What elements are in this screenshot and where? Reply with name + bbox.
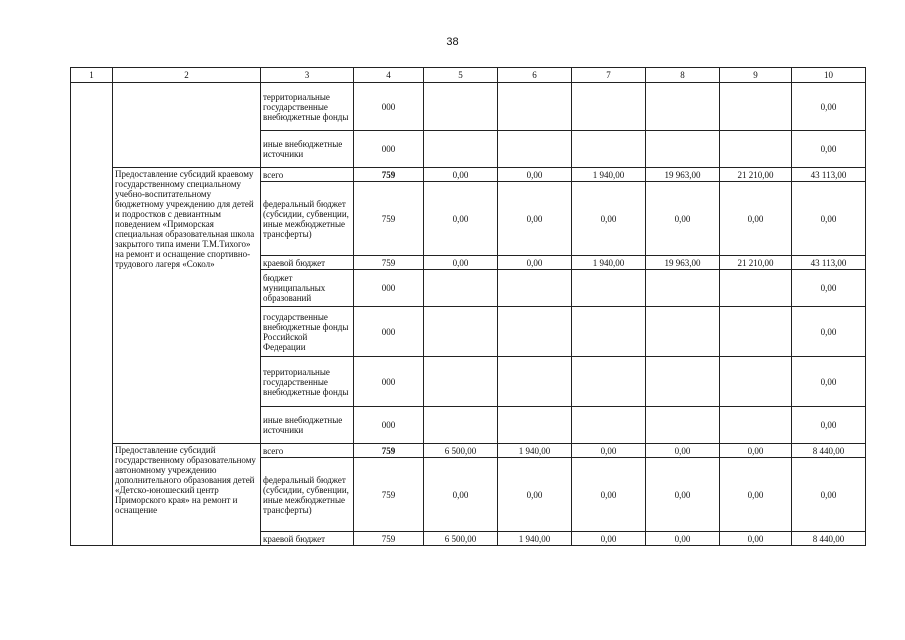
- funding-source-label: краевой бюджет: [261, 256, 354, 270]
- year-amount: 1 940,00: [498, 444, 572, 458]
- year-amount: [646, 357, 720, 407]
- funding-source-label: государственные внебюджетные фонды Российской Федерации: [261, 307, 354, 357]
- total-amount: 0,00: [792, 182, 866, 256]
- year-amount: 0,00: [572, 458, 646, 532]
- year-amount: 0,00: [720, 458, 792, 532]
- budget-code: 000: [354, 307, 424, 357]
- year-amount: [498, 307, 572, 357]
- year-amount: [424, 83, 498, 131]
- budget-table: [70, 67, 866, 546]
- table-row: [71, 83, 866, 131]
- year-amount: 6 500,00: [424, 444, 498, 458]
- budget-code: 759: [354, 256, 424, 270]
- measure-description: Предоставление субсидий государственному образовательному автономному учреждению дополнительного образования детей «Детско-юношеский центр Приморского края» на ремонт и оснащение: [113, 444, 261, 546]
- column-header: 3: [261, 68, 354, 83]
- funding-source-label: бюджет муниципальных образований: [261, 270, 354, 307]
- year-amount: 1 940,00: [572, 168, 646, 182]
- header-row: [71, 68, 866, 83]
- funding-source-label: федеральный бюджет (субсидии, субвенции, иные межбюджетные трансферты): [261, 182, 354, 256]
- total-amount: 0,00: [792, 131, 866, 168]
- total-amount: 43 113,00: [792, 256, 866, 270]
- year-amount: 0,00: [646, 458, 720, 532]
- year-amount: [646, 307, 720, 357]
- funding-source-label: иные внебюджетные источники: [261, 131, 354, 168]
- year-amount: 0,00: [646, 444, 720, 458]
- total-amount: 8 440,00: [792, 444, 866, 458]
- year-amount: [498, 407, 572, 444]
- budget-code: 000: [354, 407, 424, 444]
- year-amount: 0,00: [646, 532, 720, 546]
- total-amount: 0,00: [792, 407, 866, 444]
- year-amount: 0,00: [572, 532, 646, 546]
- funding-source-label: федеральный бюджет (субсидии, субвенции, иные межбюджетные трансферты): [261, 458, 354, 532]
- year-amount: [646, 131, 720, 168]
- year-amount: 0,00: [498, 256, 572, 270]
- year-amount: [720, 407, 792, 444]
- total-amount: 8 440,00: [792, 532, 866, 546]
- year-amount: [646, 270, 720, 307]
- budget-code: 759: [354, 182, 424, 256]
- year-amount: [646, 407, 720, 444]
- year-amount: 0,00: [498, 458, 572, 532]
- year-amount: [424, 270, 498, 307]
- year-amount: [572, 83, 646, 131]
- row-number-cell: [71, 83, 113, 546]
- year-amount: 0,00: [720, 532, 792, 546]
- column-header: 6: [498, 68, 572, 83]
- column-header: 4: [354, 68, 424, 83]
- year-amount: [720, 357, 792, 407]
- year-amount: [498, 131, 572, 168]
- column-header: 9: [720, 68, 792, 83]
- year-amount: [572, 270, 646, 307]
- year-amount: 1 940,00: [498, 532, 572, 546]
- year-amount: [498, 357, 572, 407]
- total-amount: 0,00: [792, 357, 866, 407]
- year-amount: 0,00: [720, 444, 792, 458]
- year-amount: 0,00: [572, 444, 646, 458]
- year-amount: 19 963,00: [646, 168, 720, 182]
- total-amount: 43 113,00: [792, 168, 866, 182]
- year-amount: [720, 83, 792, 131]
- year-amount: 0,00: [424, 256, 498, 270]
- year-amount: 0,00: [720, 182, 792, 256]
- year-amount: 0,00: [424, 458, 498, 532]
- funding-source-label: территориальные государственные внебюджетные фонды: [261, 357, 354, 407]
- budget-code: 759: [354, 458, 424, 532]
- column-header: 1: [71, 68, 113, 83]
- year-amount: 21 210,00: [720, 168, 792, 182]
- budget-code: 000: [354, 357, 424, 407]
- year-amount: [572, 407, 646, 444]
- year-amount: [424, 357, 498, 407]
- budget-code: 759: [354, 444, 424, 458]
- table-row: [71, 444, 866, 458]
- funding-source-label: территориальные государственные внебюджетные фонды: [261, 83, 354, 131]
- year-amount: 0,00: [424, 182, 498, 256]
- budget-code: 000: [354, 83, 424, 131]
- page-number: 38: [446, 36, 459, 48]
- year-amount: [572, 307, 646, 357]
- year-amount: 0,00: [498, 182, 572, 256]
- year-amount: 0,00: [572, 182, 646, 256]
- year-amount: [424, 307, 498, 357]
- year-amount: [572, 357, 646, 407]
- measure-description: [113, 83, 261, 168]
- year-amount: 0,00: [646, 182, 720, 256]
- year-amount: [646, 83, 720, 131]
- funding-source-label: иные внебюджетные источники: [261, 407, 354, 444]
- year-amount: 1 940,00: [572, 256, 646, 270]
- column-header: 2: [113, 68, 261, 83]
- year-amount: [498, 270, 572, 307]
- year-amount: [572, 131, 646, 168]
- column-header: 7: [572, 68, 646, 83]
- budget-code: 759: [354, 168, 424, 182]
- total-amount: 0,00: [792, 270, 866, 307]
- year-amount: [720, 131, 792, 168]
- column-header: 5: [424, 68, 498, 83]
- budget-code: 759: [354, 532, 424, 546]
- budget-code: 000: [354, 131, 424, 168]
- year-amount: 21 210,00: [720, 256, 792, 270]
- year-amount: [720, 270, 792, 307]
- budget-code: 000: [354, 270, 424, 307]
- year-amount: 0,00: [498, 168, 572, 182]
- year-amount: [498, 83, 572, 131]
- year-amount: [424, 407, 498, 444]
- table-row: [71, 168, 866, 182]
- total-amount: 0,00: [792, 307, 866, 357]
- year-amount: 19 963,00: [646, 256, 720, 270]
- column-header: 8: [646, 68, 720, 83]
- year-amount: 6 500,00: [424, 532, 498, 546]
- year-amount: 0,00: [424, 168, 498, 182]
- total-amount: 0,00: [792, 83, 866, 131]
- measure-description: Предоставление субсидий краевому государственному специальному учебно-воспитательному бюджетному учреждению для детей и подростков с девиантным поведением «Приморская специальная образовательная школа закрытого типа имени Т.М.Тихого» на ремонт и оснащение спортивно-трудового лагеря «Сокол»: [113, 168, 261, 444]
- funding-source-label: краевой бюджет: [261, 532, 354, 546]
- year-amount: [424, 131, 498, 168]
- funding-source-label: всего: [261, 168, 354, 182]
- funding-source-label: всего: [261, 444, 354, 458]
- column-header: 10: [792, 68, 866, 83]
- total-amount: 0,00: [792, 458, 866, 532]
- year-amount: [720, 307, 792, 357]
